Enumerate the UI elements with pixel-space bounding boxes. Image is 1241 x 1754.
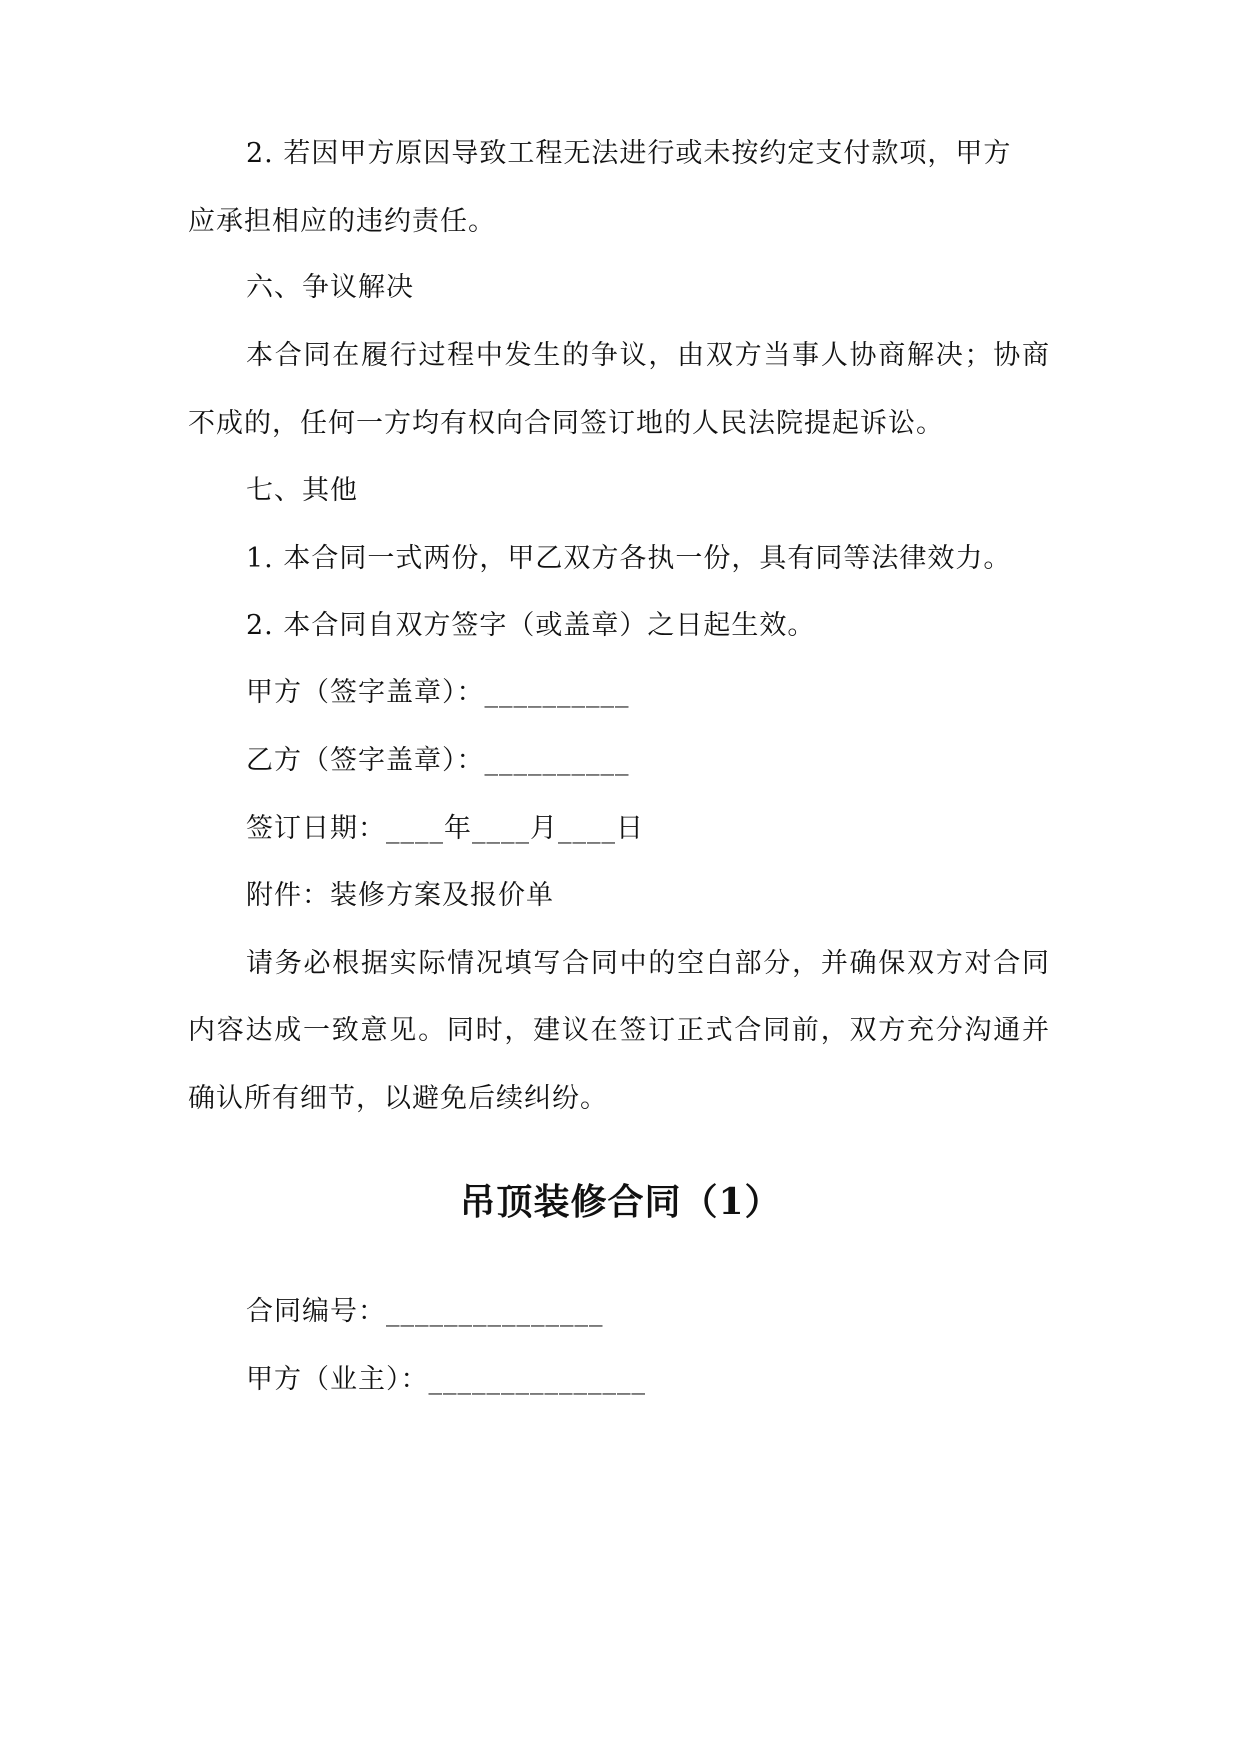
clause-7-1: 1. 本合同一式两份，甲乙双方各执一份，具有同等法律效力。: [246, 543, 1012, 574]
signing-date: 签订日期：____年____月____日: [246, 813, 644, 844]
dispute-paragraph-line-2: 不成的，任何一方均有权向合同签订地的人民法院提起诉讼。: [188, 408, 944, 439]
contract-title: 吊顶装修合同（1）: [459, 1181, 782, 1223]
attachment-line: 附件：装修方案及报价单: [246, 880, 554, 911]
note-paragraph-line-3: 确认所有细节，以避免后续纠纷。: [188, 1083, 608, 1114]
dispute-paragraph-line-1: 本合同在履行过程中发生的争议，由双方当事人协商解决；协商: [246, 340, 1050, 371]
clause-5-2-line-1: 2. 若因甲方原因导致工程无法进行或未按约定支付款项，甲方: [246, 138, 1012, 169]
section-heading-dispute: 六、争议解决: [246, 272, 414, 303]
section-heading-other: 七、其他: [246, 475, 358, 506]
clause-7-2: 2. 本合同自双方签字（或盖章）之日起生效。: [246, 610, 816, 641]
contract-number-field: 合同编号：_______________: [246, 1296, 604, 1327]
party-a-signature: 甲方（签字盖章）：__________: [246, 677, 630, 708]
note-paragraph-line-2: 内容达成一致意见。同时，建议在签订正式合同前，双方充分沟通并: [188, 1015, 1050, 1046]
note-paragraph-line-1: 请务必根据实际情况填写合同中的空白部分，并确保双方对合同: [246, 948, 1050, 979]
clause-5-2-line-2: 应承担相应的违约责任。: [188, 206, 496, 237]
party-b-signature: 乙方（签字盖章）：__________: [246, 745, 630, 776]
party-a-owner-field: 甲方（业主）：_______________: [246, 1364, 646, 1395]
